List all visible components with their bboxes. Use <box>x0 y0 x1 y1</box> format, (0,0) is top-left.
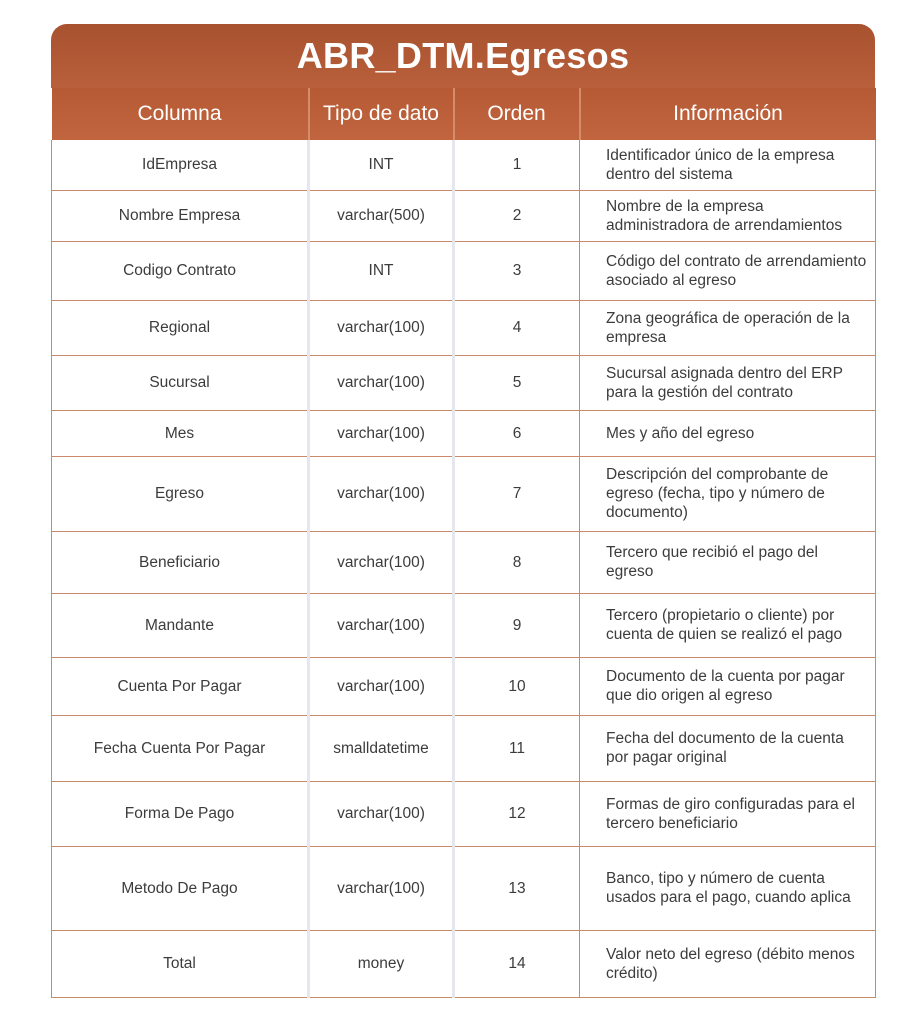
cell-column-name: Mandante <box>52 593 309 657</box>
cell-order: 12 <box>454 781 580 846</box>
cell-column-name: Forma De Pago <box>52 781 309 846</box>
cell-information: Banco, tipo y número de cuenta usados para el pago, cuando aplica <box>580 846 876 930</box>
cell-column-name: Sucursal <box>52 355 309 410</box>
table-row <box>52 715 876 781</box>
cell-order: 11 <box>454 715 580 781</box>
cell-information: Tercero (propietario o cliente) por cuenta de quien se realizó el pago <box>580 593 876 657</box>
table-row <box>52 241 876 300</box>
schema-table-card <box>51 24 875 998</box>
cell-data-type: smalldatetime <box>309 715 454 781</box>
header-orden: Orden <box>454 88 580 140</box>
cell-information: Código del contrato de arrendamiento asociado al egreso <box>580 241 876 300</box>
table-row <box>52 531 876 593</box>
header-row <box>52 88 876 140</box>
cell-information: Tercero que recibió el pago del egreso <box>580 531 876 593</box>
cell-information: Fecha del documento de la cuenta por pagar original <box>580 715 876 781</box>
cell-information: Valor neto del egreso (débito menos crédito) <box>580 930 876 997</box>
cell-information: Identificador único de la empresa dentro del sistema <box>580 140 876 190</box>
cell-data-type: INT <box>309 241 454 300</box>
table-row <box>52 846 876 930</box>
table-row <box>52 657 876 715</box>
cell-order: 14 <box>454 930 580 997</box>
cell-data-type: INT <box>309 140 454 190</box>
cell-information: Sucursal asignada dentro del ERP para la gestión del contrato <box>580 355 876 410</box>
cell-order: 1 <box>454 140 580 190</box>
schema-table <box>51 88 876 998</box>
table-row <box>52 300 876 355</box>
table-row <box>52 190 876 241</box>
cell-order: 3 <box>454 241 580 300</box>
table-row <box>52 410 876 456</box>
table-row <box>52 930 876 997</box>
cell-order: 5 <box>454 355 580 410</box>
cell-information: Zona geográfica de operación de la empresa <box>580 300 876 355</box>
cell-column-name: Nombre Empresa <box>52 190 309 241</box>
table-row <box>52 593 876 657</box>
cell-data-type: varchar(500) <box>309 190 454 241</box>
cell-information: Formas de giro configuradas para el tercero beneficiario <box>580 781 876 846</box>
cell-order: 7 <box>454 456 580 531</box>
table-title: ABR_DTM.Egresos <box>296 35 630 76</box>
cell-column-name: Metodo De Pago <box>52 846 309 930</box>
cell-order: 9 <box>454 593 580 657</box>
cell-column-name: Codigo Contrato <box>52 241 309 300</box>
cell-column-name: Regional <box>52 300 309 355</box>
cell-column-name: Beneficiario <box>52 531 309 593</box>
cell-column-name: Mes <box>52 410 309 456</box>
table-row <box>52 355 876 410</box>
cell-data-type: varchar(100) <box>309 355 454 410</box>
cell-data-type: varchar(100) <box>309 846 454 930</box>
cell-order: 2 <box>454 190 580 241</box>
cell-data-type: varchar(100) <box>309 781 454 846</box>
cell-data-type: money <box>309 930 454 997</box>
table-row <box>52 456 876 531</box>
cell-order: 8 <box>454 531 580 593</box>
cell-data-type: varchar(100) <box>309 410 454 456</box>
cell-column-name: Egreso <box>52 456 309 531</box>
cell-data-type: varchar(100) <box>309 657 454 715</box>
table-row <box>52 781 876 846</box>
cell-column-name: Fecha Cuenta Por Pagar <box>52 715 309 781</box>
cell-order: 10 <box>454 657 580 715</box>
cell-information: Descripción del comprobante de egreso (fecha, tipo y número de documento) <box>580 456 876 531</box>
cell-column-name: IdEmpresa <box>52 140 309 190</box>
cell-data-type: varchar(100) <box>309 531 454 593</box>
cell-order: 6 <box>454 410 580 456</box>
title-bar <box>51 24 875 88</box>
cell-data-type: varchar(100) <box>309 300 454 355</box>
cell-data-type: varchar(100) <box>309 593 454 657</box>
header-columna: Columna <box>52 88 309 140</box>
cell-order: 13 <box>454 846 580 930</box>
table-row <box>52 140 876 190</box>
cell-column-name: Total <box>52 930 309 997</box>
cell-information: Documento de la cuenta por pagar que dio origen al egreso <box>580 657 876 715</box>
cell-information: Mes y año del egreso <box>580 410 876 456</box>
cell-data-type: varchar(100) <box>309 456 454 531</box>
header-informacion: Información <box>580 88 876 140</box>
cell-information: Nombre de la empresa administradora de arrendamientos <box>580 190 876 241</box>
header-tipo-de-dato: Tipo de dato <box>309 88 454 140</box>
cell-column-name: Cuenta Por Pagar <box>52 657 309 715</box>
cell-order: 4 <box>454 300 580 355</box>
